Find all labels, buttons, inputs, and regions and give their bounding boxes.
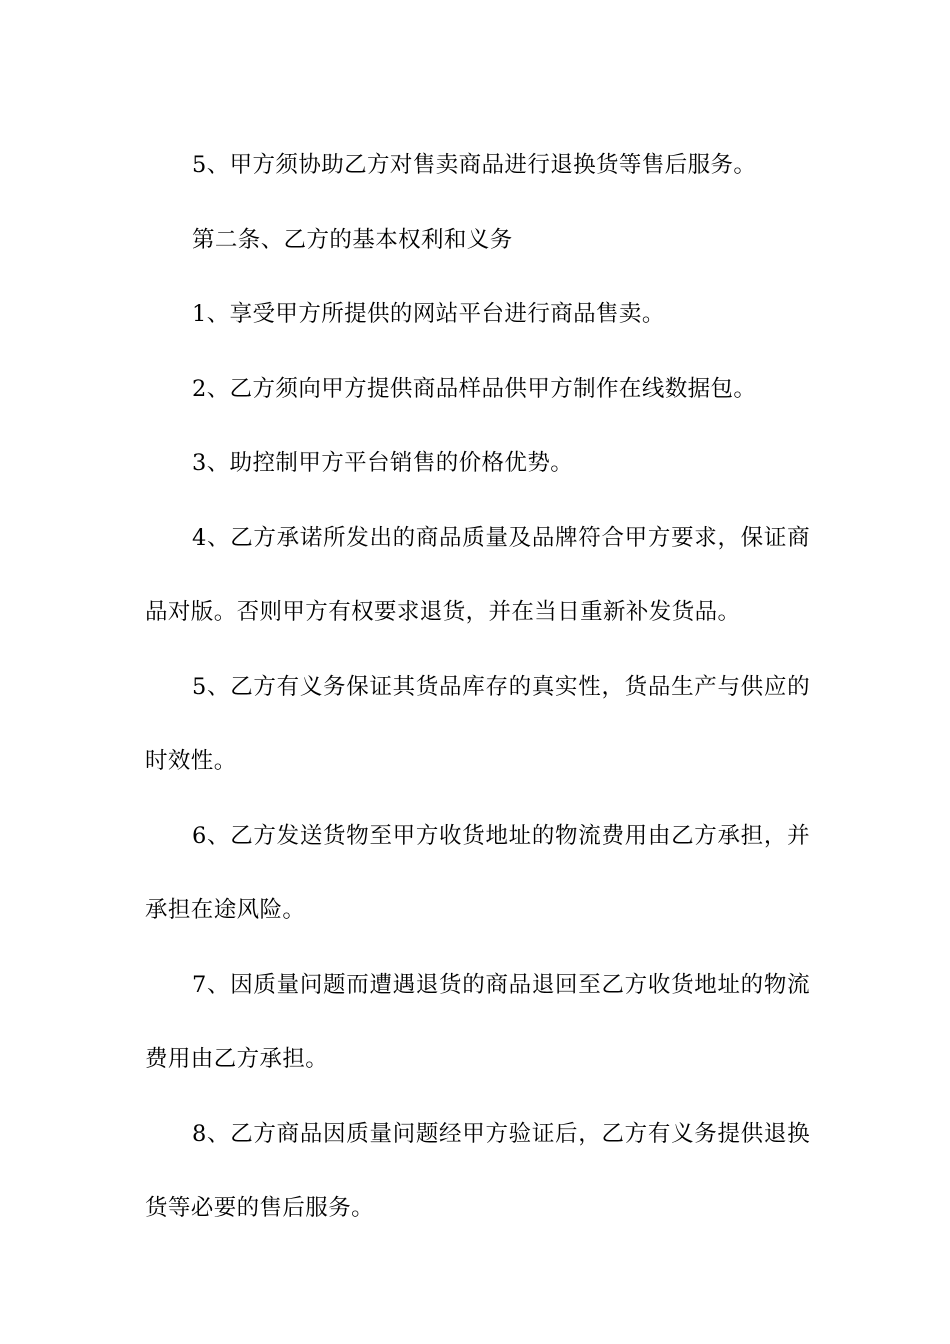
paragraph: 7、因质量问题而遭遇退货的商品退回至乙方收货地址的物流费用由乙方承担。: [145, 971, 810, 1072]
section-heading: 第二条、乙方的基本权利和义务: [192, 226, 513, 253]
paragraph: 1、享受甲方所提供的网站平台进行商品售卖。: [192, 301, 665, 327]
paragraph: 2、乙方须向甲方提供商品样品供甲方制作在线数据包。: [192, 375, 757, 402]
paragraph: 5、甲方须协助乙方对售卖商品进行退换货等售后服务。: [192, 152, 757, 178]
paragraph: 8、乙方商品因质量问题经甲方验证后，乙方有义务提供退换货等必要的售后服务。: [145, 1120, 810, 1221]
paragraph: 4、乙方承诺所发出的商品质量及品牌符合甲方要求，保证商品对版。否则甲方有权要求退货，并在当日重新补发货品。: [145, 524, 810, 625]
document-body: [145, 128, 810, 1246]
paragraph: 3、助控制甲方平台销售的价格优势。: [192, 450, 574, 476]
paragraph: 6、乙方发送货物至甲方收货地址的物流费用由乙方承担，并承担在途风险。: [145, 822, 810, 923]
paragraph: 5、乙方有义务保证其货品库存的真实性，货品生产与供应的时效性。: [145, 673, 810, 774]
